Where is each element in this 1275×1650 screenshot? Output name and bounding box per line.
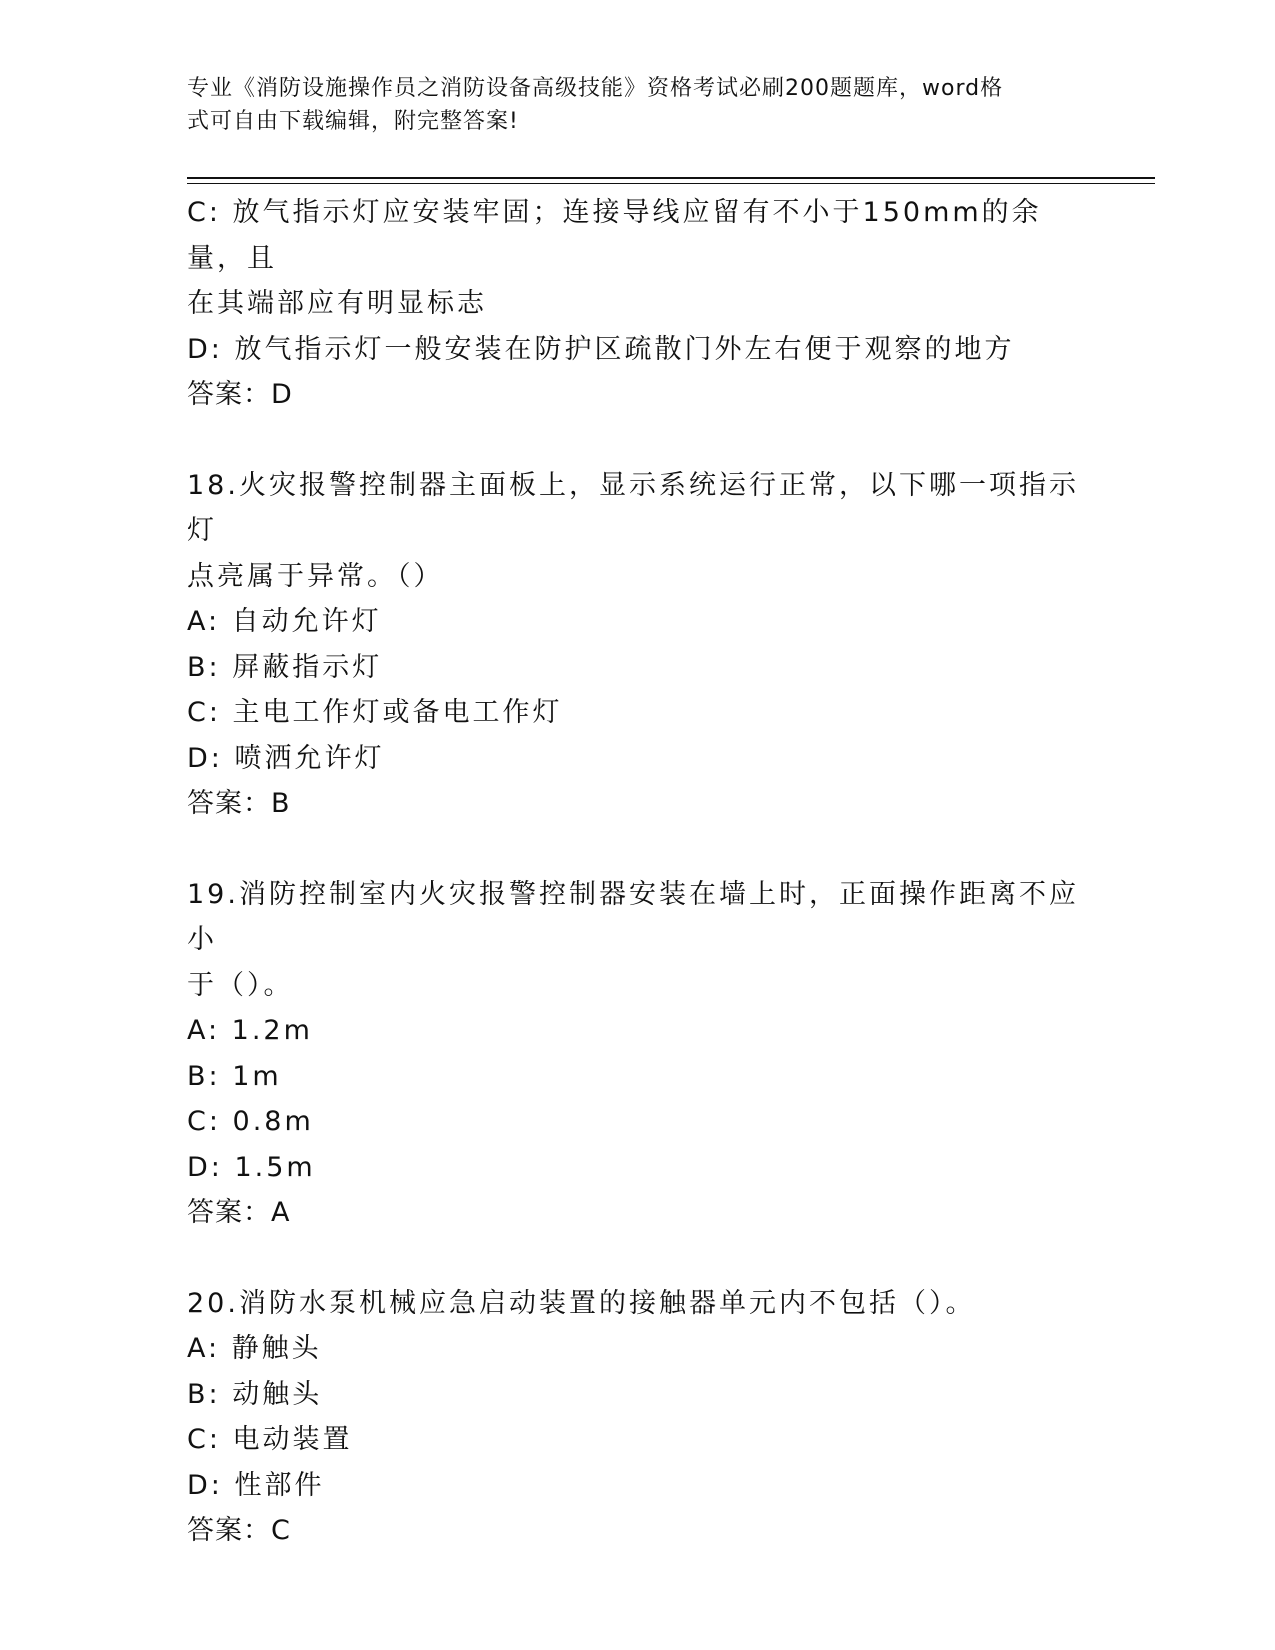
answer-20: 答案：C — [187, 1515, 291, 1546]
option-d: D: 性部件 — [187, 1469, 325, 1501]
option-a: A: 静触头 — [187, 1333, 322, 1364]
option-a: A: 1.2m — [187, 1015, 313, 1046]
spacer — [187, 1236, 1087, 1281]
option-c: C: 主电工作灯或备电工作灯 — [187, 697, 563, 728]
answer-17: 答案：D — [187, 379, 293, 410]
question-stem-line-1: 18.火灾报警控制器主面板上，显示系统运行正常，以下哪一项指示灯 — [187, 469, 1079, 546]
spacer — [187, 418, 1087, 463]
option-c-line-1: C: 放气指示灯应安装牢固；连接导线应留有不小于150mm的余量，且 — [187, 197, 1042, 274]
question-stem-line-2: 点亮属于异常。（） — [187, 560, 444, 592]
question-content — [187, 190, 1087, 1554]
answer-19: 答案：A — [187, 1197, 291, 1228]
question-stem-line-1: 20.消防水泵机械应急启动装置的接触器单元内不包括（）。 — [187, 1287, 976, 1319]
option-c: C: 电动装置 — [187, 1424, 353, 1455]
question-stem-line-1: 19.消防控制室内火灾报警控制器安装在墙上时，正面操作距离不应小 — [187, 878, 1079, 955]
question-20 — [187, 1281, 1087, 1554]
answer-18: 答案：B — [187, 788, 291, 819]
option-d: D: 1.5m — [187, 1151, 316, 1183]
header-divider-thin — [187, 183, 1155, 184]
option-b: B: 屏蔽指示灯 — [187, 651, 383, 683]
question-18 — [187, 463, 1087, 827]
option-b: B: 1m — [187, 1060, 282, 1092]
spacer — [187, 827, 1087, 872]
question-17-continued — [187, 190, 1087, 418]
option-a: A: 自动允许灯 — [187, 606, 382, 637]
option-b: B: 动触头 — [187, 1378, 323, 1410]
question-19 — [187, 872, 1087, 1236]
header-line-2: 式可自由下载编辑，附完整答案! — [187, 109, 519, 134]
header-line-1: 专业《消防设施操作员之消防设备高级技能》资格考试必刷200题题库，word格 — [187, 76, 1004, 101]
question-stem-line-2: 于（）。 — [187, 969, 294, 1001]
option-c-line-2: 在其端部应有明显标志 — [187, 288, 487, 319]
header-divider-thick — [187, 177, 1155, 179]
option-d: D: 放气指示灯一般安装在防护区疏散门外左右便于观察的地方 — [187, 333, 1015, 365]
option-c: C: 0.8m — [187, 1106, 314, 1137]
option-d: D: 喷洒允许灯 — [187, 742, 385, 774]
document-header — [187, 72, 1067, 138]
